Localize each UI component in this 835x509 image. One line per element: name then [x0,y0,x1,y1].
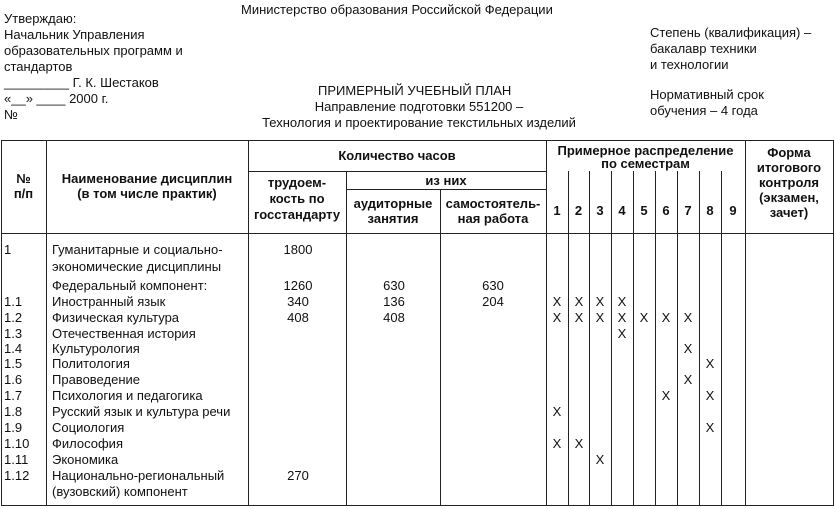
row-number: 1.10 [4,436,30,451]
semester-7: 7 [684,203,692,218]
row-discipline-name: Гуманитарные и социально- [52,242,223,257]
row-labor-hours: 1260 [283,278,313,293]
semester-mark: X [617,294,627,309]
row-number: 1.2 [4,310,23,325]
semester-mark: X [705,388,715,403]
row-discipline-name: экономические дисциплины [52,259,222,274]
row-classroom-hours: 136 [383,294,405,309]
row-number: 1.12 [4,468,30,483]
semester-mark: X [683,341,693,356]
row-discipline-name: (вузовский) компонент [52,484,188,499]
semester-mark: X [661,388,671,403]
row-self-study-hours: 204 [482,294,504,309]
col-name-line-1: Наименование дисциплин [61,171,233,186]
col-self-line-2: ная работа [457,211,529,226]
semester-mark: X [595,452,605,467]
row-number: 1.9 [4,420,23,435]
row-self-study-hours: 630 [482,278,504,293]
row-classroom-hours: 408 [383,310,405,325]
direction-line-1: Направление подготовки 551200 – [314,99,524,114]
semester-6: 6 [662,203,670,218]
semester-mark: X [595,294,605,309]
row-number: 1.4 [4,341,23,356]
semester-mark: X [683,372,693,387]
date-line: «__» ____ 2000 г. [4,91,109,106]
row-classroom-hours: 630 [383,278,405,293]
semester-mark: X [552,436,562,451]
col-classroom-line-2: занятия [367,211,419,226]
degree-line-1: Степень (квалификация) – [650,25,812,40]
semester-mark: X [552,294,562,309]
col-no-line-1: № [16,171,31,186]
col-distribution-line-1: Примерное распределение [557,143,734,158]
semester-mark: X [617,310,627,325]
row-discipline-name: Философия [52,436,123,451]
approve-line-2: Начальник Управления [4,27,145,42]
semester-5: 5 [640,203,648,218]
col-control-line-1: Форма [767,145,811,160]
row-discipline-name: Политология [52,356,130,371]
col-classroom-line-1: аудиторные [353,196,433,211]
row-discipline-name: Русский язык и культура речи [52,404,231,419]
approve-line-3: образовательных программ и [4,43,183,58]
row-number: 1.7 [4,388,23,403]
col-labor-line-2: кость по [269,191,325,206]
col-control-line-2: итогового [756,160,822,175]
col-labor-line-3: госстандарту [253,207,341,222]
row-discipline-name: Психология и педагогика [52,388,203,403]
row-labor-hours: 270 [287,468,309,483]
semester-mark: X [639,310,649,325]
semester-mark: X [552,310,562,325]
semester-4: 4 [618,203,626,218]
row-discipline-name: Правоведение [52,372,140,387]
row-number: 1.5 [4,356,23,371]
row-discipline-name: Национально-региональный [52,468,225,483]
row-number: 1.11 [4,452,29,467]
row-number: 1.8 [4,404,23,419]
direction-line-2: Технология и проектирование текстильных изделий [262,115,576,130]
row-discipline-name: Культурология [52,341,140,356]
semester-mark: X [683,310,693,325]
col-distribution-line-2: по семестрам [601,156,690,171]
row-discipline-name: Иностранный язык [52,294,166,309]
approve-line-1: Утверждаю: [4,11,77,26]
semester-mark: X [595,310,605,325]
col-control-line-5: зачет) [769,205,809,220]
col-self-line-1: самостоятель- [445,196,541,211]
semester-8: 8 [706,203,714,218]
number-line: № [4,107,18,122]
semester-3: 3 [596,203,604,218]
row-discipline-name: Федеральный компонент: [52,278,208,293]
col-labor-line-1: трудоем- [267,175,327,190]
approve-line-4: стандартов [4,59,73,74]
row-discipline-name: Отечественная история [52,326,196,341]
semester-mark: X [705,420,715,435]
degree-line-2: бакалавр техники [650,41,757,56]
semester-mark: X [705,356,715,371]
row-discipline-name: Социология [52,420,125,435]
semester-mark: X [661,310,671,325]
semester-mark: X [574,294,584,309]
semester-mark: X [552,404,562,419]
row-labor-hours: 408 [287,310,309,325]
row-number: 1 [4,242,12,257]
degree-line-3: и технологии [650,57,729,72]
row-number: 1.1 [4,294,23,309]
semester-9: 9 [729,203,737,218]
ministry-title: Министерство образования Российской Федерации [241,2,553,17]
row-discipline-name: Физическая культура [52,310,180,325]
col-control-line-3: контроля [759,175,819,190]
signature-line: _________ Г. К. Шестаков [4,75,159,90]
semester-mark: X [617,326,627,341]
row-labor-hours: 1800 [283,242,313,257]
semester-mark: X [574,310,584,325]
row-discipline-name: Экономика [52,452,119,467]
term-line-2: обучения – 4 года [650,103,758,118]
col-hours-header: Количество часов [338,148,456,163]
col-name-line-2: (в том числе практик) [77,186,217,201]
row-number: 1.3 [4,326,23,341]
col-control-line-4: (экзамен, [759,190,819,205]
row-number: 1.6 [4,372,23,387]
semester-mark: X [574,436,584,451]
col-no-line-2: п/п [13,186,34,201]
semester-1: 1 [553,203,561,218]
plan-title: ПРИМЕРНЫЙ УЧЕБНЫЙ ПЛАН [318,83,512,98]
semester-2: 2 [574,203,583,218]
col-of-them: из них [425,173,467,188]
term-line-1: Нормативный срок [650,87,764,102]
row-labor-hours: 340 [287,294,309,309]
